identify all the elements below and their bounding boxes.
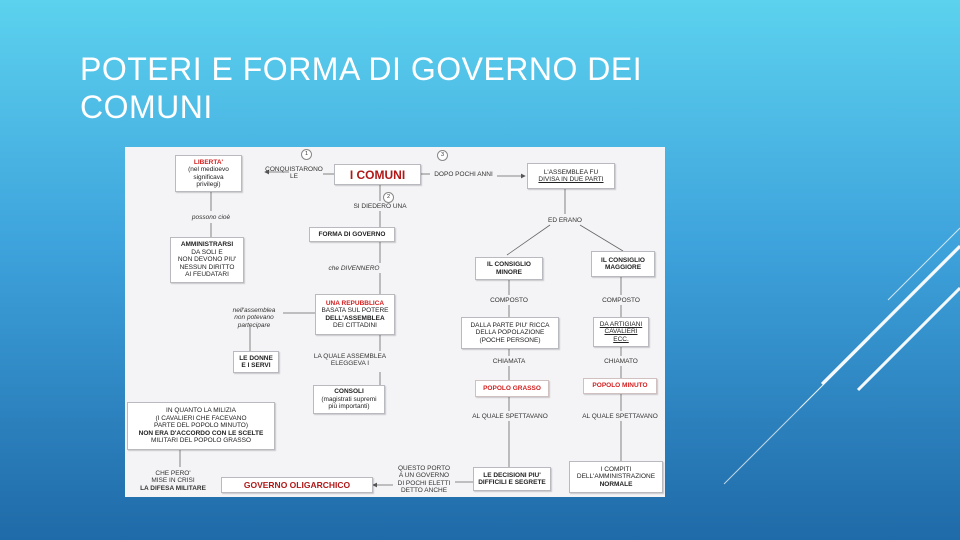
label-ed-erano: ED ERANO bbox=[548, 217, 582, 224]
node-liberta: LIBERTA' (nel medioevo significava privilegi) bbox=[175, 155, 242, 192]
label-nell-assemblea: nell'assemblea non potevano partecipare bbox=[232, 307, 276, 329]
label-mise-in-crisi: CHE PERO' MISE IN CRISI LA DIFESA MILITARE bbox=[140, 470, 206, 492]
node-donne-servi: LE DONNE E I SERVI bbox=[233, 351, 279, 373]
map-number-badge: 1 bbox=[301, 149, 312, 160]
slide-title-line-2: COMUNI bbox=[80, 89, 213, 125]
label-spettavano-minuto: AL QUALE SPETTAVANO bbox=[582, 413, 658, 420]
label-che-divennero: che DIVENNERO bbox=[328, 265, 380, 272]
node-assemblea-divisa: L'ASSEMBLEA FU DIVISA IN DUE PARTI bbox=[527, 163, 615, 189]
node-repubblica: UNA REPUBBLICA BASATA SUL POTERE DELL'ASSEMBLEA DEI CITTADINI bbox=[315, 294, 395, 335]
label-composto-maggiore: COMPOSTO bbox=[602, 297, 640, 304]
map-number-badge: 3 bbox=[437, 150, 448, 161]
map-number-badge: 2 bbox=[383, 192, 394, 203]
slide-title-line-1: POTERI E FORMA DI GOVERNO DEI bbox=[80, 51, 643, 87]
label-composto-minore: COMPOSTO bbox=[490, 297, 528, 304]
concept-map bbox=[125, 147, 665, 497]
node-consiglio-maggiore: IL CONSIGLIO MAGGIORE bbox=[591, 251, 655, 277]
node-consiglio-minore: IL CONSIGLIO MINORE bbox=[475, 257, 543, 280]
label-dopo-pochi-anni: DOPO POCHI ANNI bbox=[434, 171, 493, 178]
node-popolo-minuto: POPOLO MINUTO bbox=[583, 378, 657, 394]
node-amministrarsi: AMMINISTRARSI DA SOLI E NON DEVONO PIU' NESSUN DIRITTO AI FEUDATARI bbox=[170, 237, 244, 283]
node-governo-oligarchico: GOVERNO OLIGARCHICO bbox=[221, 477, 373, 493]
node-consoli: CONSOLI (magistrati supremi più importanti) bbox=[313, 385, 385, 414]
node-artigiani: DA ARTIGIANI CAVALIERI ECC. bbox=[593, 317, 649, 347]
label-assemblea-eleggeva: LA QUALE ASSEMBLEA ELEGGEVA I bbox=[313, 353, 387, 368]
label-possono-cioe: possono cioè bbox=[191, 214, 231, 221]
label-conquistarono: CONQUISTARONO LE bbox=[265, 166, 323, 181]
node-popolo-grasso: POPOLO GRASSO bbox=[475, 380, 549, 397]
label-chiamata: CHIAMATA bbox=[492, 358, 526, 365]
node-milizia: IN QUANTO LA MILIZIA (I CAVALIERI CHE FACEVANO PARTE DEL POPOLO MINUTO) NON ERA D'ACCORDO CON LE SCELTE MILITARI DEL POPOLO GRASSO bbox=[127, 402, 275, 450]
node-forma-di-governo: FORMA DI GOVERNO bbox=[309, 227, 395, 242]
label-chiamato: CHIAMATO bbox=[604, 358, 638, 365]
node-parte-ricca: DALLA PARTE PIU' RICCA DELLA POPOLAZIONE (POCHE PERSONE) bbox=[461, 317, 559, 349]
slide-title bbox=[80, 50, 780, 126]
label-si-diedero-una: SI DIEDERO UNA bbox=[353, 203, 407, 210]
label-questo-porto: QUESTO PORTO A UN GOVERNO DI POCHI ELETTI DETTO ANCHE bbox=[397, 465, 451, 495]
node-i-comuni: I COMUNI bbox=[334, 164, 421, 185]
node-decisioni: LE DECISIONI PIU' DIFFICILI E SEGRETE bbox=[473, 467, 551, 491]
node-compiti: I COMPITI DELL'AMMINISTRAZIONE NORMALE bbox=[569, 461, 663, 493]
label-spettavano-grasso: AL QUALE SPETTAVANO bbox=[472, 413, 548, 420]
